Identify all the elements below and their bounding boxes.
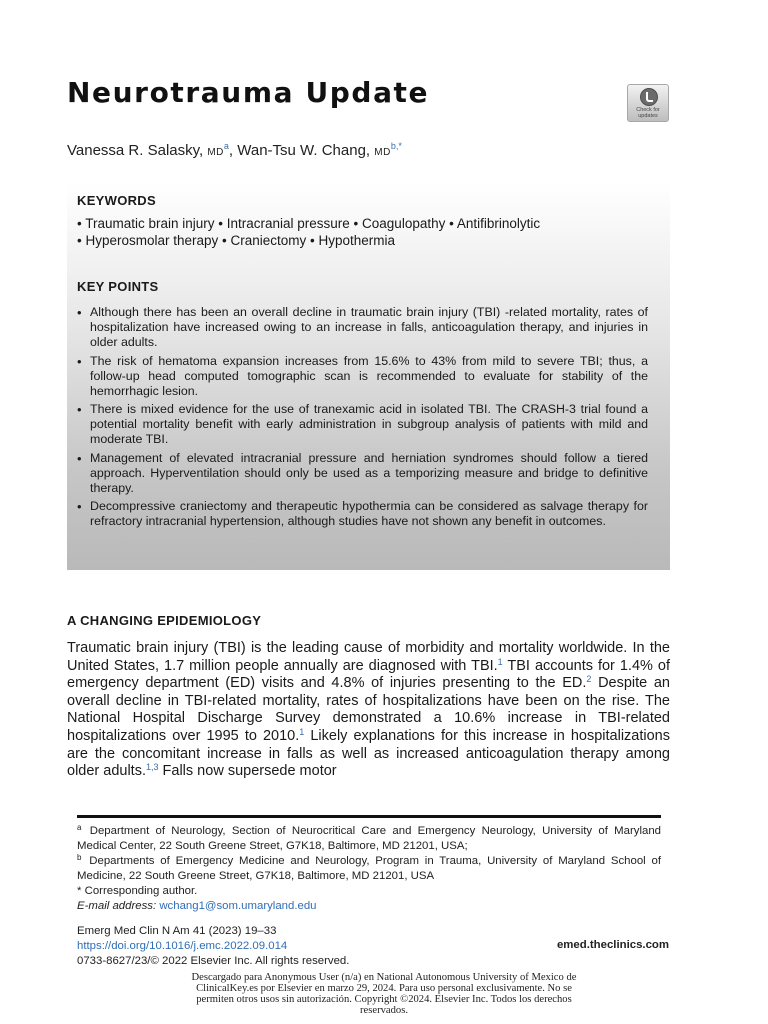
footnotes (77, 824, 661, 914)
footnote-divider (77, 815, 661, 818)
key-point-item: • Decompressive craniectomy and therapeutic hypothermia can be considered as salvage therapy for refractory intracranial hypertension, although studies have not shown any benefit in outcomes. (77, 499, 648, 529)
body-text-run: Traumatic brain injury (TBI) is the leading cause of morbidity and mortality worldwide. In the United States, 1.7 million people annually are diagnosed with TBI. (67, 640, 670, 674)
affiliation-note (77, 854, 661, 884)
affiliation-mark: b (77, 853, 82, 862)
key-point-item: • Although there has been an overall decline in traumatic brain injury (TBI) -related mortality, rates of hospitalization have increased owing to an increase in falls, anticoagulation therapy, and injuries in older adults. (77, 305, 648, 350)
download-notice (150, 972, 618, 1016)
author-name: Vanessa R. Salasky, (67, 142, 204, 159)
keywords-line: • Traumatic brain injury • Intracranial pressure • Coagulopathy • Antifibrinolytic (77, 216, 541, 231)
body-text-run: TBI accounts for 1.4% of emergency department (ED) visits and 4.8% of injuries presenting to the ED. (67, 657, 670, 692)
citation-ref[interactable]: 1 (497, 656, 503, 667)
key-points-list (77, 305, 648, 533)
download-notice-line: ClinicalKey.es por Elsevier en marzo 29, 2024. Para uso personal exclusivamente. No se (196, 983, 572, 994)
download-notice-line: reservados. (360, 1005, 408, 1016)
author-name: Wan-Tsu W. Chang, (237, 142, 371, 159)
affiliation-marker[interactable]: a (223, 141, 229, 151)
keywords-list (77, 215, 657, 249)
journal-citation: Emerg Med Clin N Am 41 (2023) 19–33 (77, 925, 277, 937)
check-for-updates-icon (640, 88, 658, 106)
affiliation-text: Departments of Emergency Medicine and Neurology, Program in Trauma, University of Maryland School of Medicine, 22 South Greene Street, G7K18, Baltimore, MD 21201, USA (77, 855, 661, 882)
article-title: Neurotrauma Update (67, 76, 430, 109)
citation-ref[interactable]: 2 (586, 674, 592, 685)
author-separator: , (228, 142, 238, 159)
copyright-line: 0733-8627/23/© 2022 Elsevier Inc. All rights reserved. (77, 955, 350, 967)
download-notice-line: Descargado para Anonymous User (n/a) en National Autonomous University of Mexico de (191, 972, 577, 983)
doi-link[interactable]: https://doi.org/10.1016/j.emc.2022.09.014 (77, 940, 288, 952)
email-link[interactable]: wchang1@som.umaryland.edu (159, 900, 317, 912)
author-degree: MD (374, 147, 391, 158)
section-body (67, 640, 670, 781)
affiliation-marker[interactable]: b,* (390, 141, 402, 151)
download-notice-line: permiten otros usos sin autorización. Copyright ©2024. Elsevier Inc. Todos los derechos (196, 994, 572, 1005)
key-points-heading: KEY POINTS (77, 279, 159, 294)
author-degree: MD (207, 147, 224, 158)
body-text-run: Falls now supersede motor (158, 763, 337, 780)
section-heading: A CHANGING EPIDEMIOLOGY (67, 613, 262, 628)
author-line (67, 142, 402, 159)
keywords-heading: KEYWORDS (77, 193, 156, 208)
affiliation-note (77, 824, 661, 854)
key-point-item: • There is mixed evidence for the use of tranexamic acid in isolated TBI. The CRASH-3 trial found a potential mortality benefit with early administration in subgroup analysis of patients with mild and moderate TBI. (77, 402, 648, 447)
citation-ref[interactable]: 1,3 (146, 762, 159, 773)
journal-site: emed.theclinics.com (556, 939, 669, 951)
keywords-line: • Hyperosmolar therapy • Craniectomy • Hypothermia (77, 233, 396, 248)
citation-ref[interactable]: 1 (299, 726, 305, 737)
key-point-item: • Management of elevated intracranial pressure and herniation syndromes should follow a tiered approach. Hyperventilation should only be used as a temporizing measure and bridge to definitive therapy. (77, 451, 648, 496)
badge-label: Check for updates (636, 107, 660, 119)
key-point-item: • The risk of hematoma expansion increases from 15.6% to 43% from mild to severe TBI; thus, a follow-up head computed tomographic scan is recommended to evaluate for stability of the hemorrhagic lesion. (77, 354, 648, 399)
journal-info (77, 924, 349, 969)
affiliation-text: Department of Neurology, Section of Neurocritical Care and Emergency Neurology, University of Maryland Medical Center, 22 South Greene Street, G7K18, Baltimore, MD 21201, USA; (77, 825, 661, 852)
affiliation-mark: a (77, 823, 82, 832)
email-line (77, 899, 661, 914)
corresponding-author-note: * Corresponding author. (77, 885, 198, 897)
email-label: E-mail address: (77, 900, 157, 912)
body-text-run: Despite an overall decline in TBI-related mortality, rates of hospitalizations have been on the rise. The National Hospital Discharge Survey demonstrated a 10.6% increase in TBI-related hospitalizations over 1995 to 2010. (67, 675, 670, 744)
keywords-keypoints-box (67, 182, 670, 570)
body-text-run: Likely explanations for this increase in hospitalizations are the concomitant increase in falls as well as increased anticoagulation therapy among older adults. (67, 727, 670, 780)
check-for-updates-badge[interactable] (627, 84, 669, 122)
